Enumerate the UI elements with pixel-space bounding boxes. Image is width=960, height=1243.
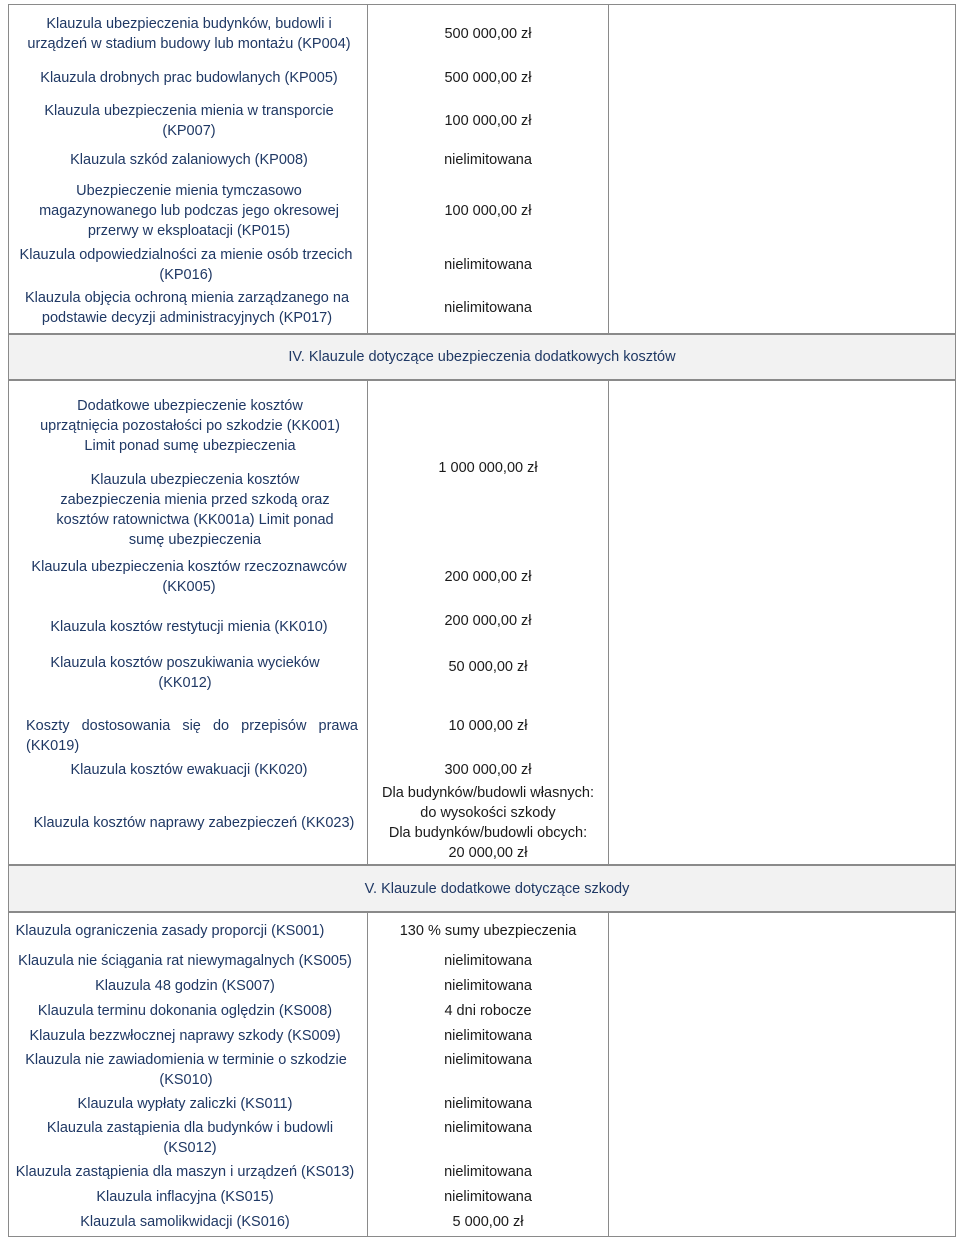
clause-ks008: Klauzula terminu dokonania oględzin (KS008)	[37, 1003, 333, 1019]
limit-kk001-merged: 1 000 000,00 zł	[438, 460, 538, 476]
limit-ks015: nielimitowana	[444, 1189, 532, 1205]
limit-ks011: nielimitowana	[444, 1096, 532, 1112]
clause-kp004: Klauzula ubezpieczenia budynków, budowli i urządzeń w stadium budowy lub montażu (KP004)	[27, 16, 351, 52]
limit-ks009: nielimitowana	[444, 1028, 532, 1044]
clause-kk020: Klauzula kosztów ewakuacji (KK020)	[70, 762, 308, 778]
col-divider	[608, 4, 609, 334]
limit-kk020: 300 000,00 zł	[444, 762, 532, 778]
limit-ks007: nielimitowana	[444, 978, 532, 994]
limit-kk023	[368, 783, 608, 863]
limit-kk023-line: Dla budynków/budowli obcych:	[388, 825, 588, 841]
limit-kp007: 100 000,00 zł	[444, 113, 532, 129]
clause-kk001: Dodatkowe ubezpieczenie kosztów uprzątnięcia pozostałości po szkodzie (KK001) Limit ponad sumę ubezpieczenia	[40, 398, 340, 454]
limit-kk023-line: do wysokości szkody	[420, 805, 556, 821]
clause-kp005: Klauzula drobnych prac budowlanych (KP005)	[40, 70, 338, 86]
limit-ks016: 5 000,00 zł	[452, 1214, 524, 1230]
limit-ks013: nielimitowana	[444, 1164, 532, 1180]
limit-kp015: 100 000,00 zł	[444, 203, 532, 219]
clause-kk019: Koszty dostosowania się do przepisów prawa (KK019)	[26, 718, 358, 754]
clause-ks013: Klauzula zastąpienia dla maszyn i urządzeń (KS013)	[15, 1164, 355, 1180]
clause-kp008: Klauzula szkód zalaniowych (KP008)	[70, 152, 308, 168]
limit-ks008: 4 dni robocze	[444, 1003, 532, 1019]
limit-ks010: nielimitowana	[444, 1052, 532, 1068]
col-divider	[608, 380, 609, 865]
limit-ks012: nielimitowana	[444, 1120, 532, 1136]
clause-kp017: Klauzula objęcia ochroną mienia zarządzanego na podstawie decyzji administracyjnych (KP017)	[24, 290, 350, 326]
clause-ks016: Klauzula samolikwidacji (KS016)	[80, 1214, 290, 1230]
limit-ks001: 130 % sumy ubezpieczenia	[399, 923, 577, 939]
section-v-header	[8, 865, 956, 912]
limit-kk023-line: 20 000,00 zł	[448, 845, 528, 861]
limit-ks005: nielimitowana	[444, 953, 532, 969]
clause-kp015: Ubezpieczenie mienia tymczasowo magazynowanego lub podczas jego okresowej przerwy w eksploatacji (KP015)	[39, 183, 339, 239]
limit-kp005: 500 000,00 zł	[444, 70, 532, 86]
clause-ks012: Klauzula zastąpienia dla budynków i budowli (KS012)	[46, 1120, 334, 1156]
clause-kk012: Klauzula kosztów poszukiwania wycieków (KK012)	[50, 655, 320, 691]
clause-ks011: Klauzula wypłaty zaliczki (KS011)	[77, 1096, 293, 1112]
clause-kk010: Klauzula kosztów restytucji mienia (KK010)	[50, 619, 328, 635]
limit-kk019: 10 000,00 zł	[448, 718, 528, 734]
clause-kk023: Klauzula kosztów naprawy zabezpieczeń (KK023)	[33, 815, 355, 831]
limit-kp008: nielimitowana	[444, 152, 532, 168]
limit-kk005: 200 000,00 zł	[444, 569, 532, 585]
clause-ks015: Klauzula inflacyjna (KS015)	[96, 1189, 274, 1205]
clause-ks009: Klauzula bezzwłocznej naprawy szkody (KS009)	[29, 1028, 341, 1044]
clause-ks005: Klauzula nie ściągania rat niewymagalnych (KS005)	[18, 953, 352, 969]
clause-ks001: Klauzula ograniczenia zasady proporcji (KS001)	[15, 923, 325, 939]
col-divider	[608, 912, 609, 1237]
limit-kp017: nielimitowana	[444, 300, 532, 316]
limit-kp016: nielimitowana	[444, 257, 532, 273]
limit-kk023-line: Dla budynków/budowli własnych:	[382, 785, 594, 801]
clause-kp016: Klauzula odpowiedzialności za mienie osób trzecich (KP016)	[19, 247, 353, 283]
limit-kp004: 500 000,00 zł	[444, 26, 532, 42]
clause-kp007: Klauzula ubezpieczenia mienia w transporcie (KP007)	[44, 103, 334, 139]
limit-kk012: 50 000,00 zł	[448, 659, 528, 675]
clause-kk005: Klauzula ubezpieczenia kosztów rzeczoznawców (KK005)	[31, 559, 347, 595]
section-iv-header	[8, 334, 956, 380]
section-iv-title: IV. Klauzule dotyczące ubezpieczenia dodatkowych kosztów	[288, 349, 676, 365]
section-v-title: V. Klauzule dodatkowe dotyczące szkody	[364, 880, 630, 897]
clause-ks010: Klauzula nie zawiadomienia w terminie o szkodzie (KS010)	[25, 1052, 347, 1088]
clause-kk001a: Klauzula ubezpieczenia kosztów zabezpieczenia mienia przed szkodą oraz kosztów ratownictwa (KK001a) Limit ponad sumę ubezpieczenia	[56, 472, 334, 548]
limit-kk010: 200 000,00 zł	[444, 613, 532, 629]
clause-ks007: Klauzula 48 godzin (KS007)	[95, 978, 275, 994]
